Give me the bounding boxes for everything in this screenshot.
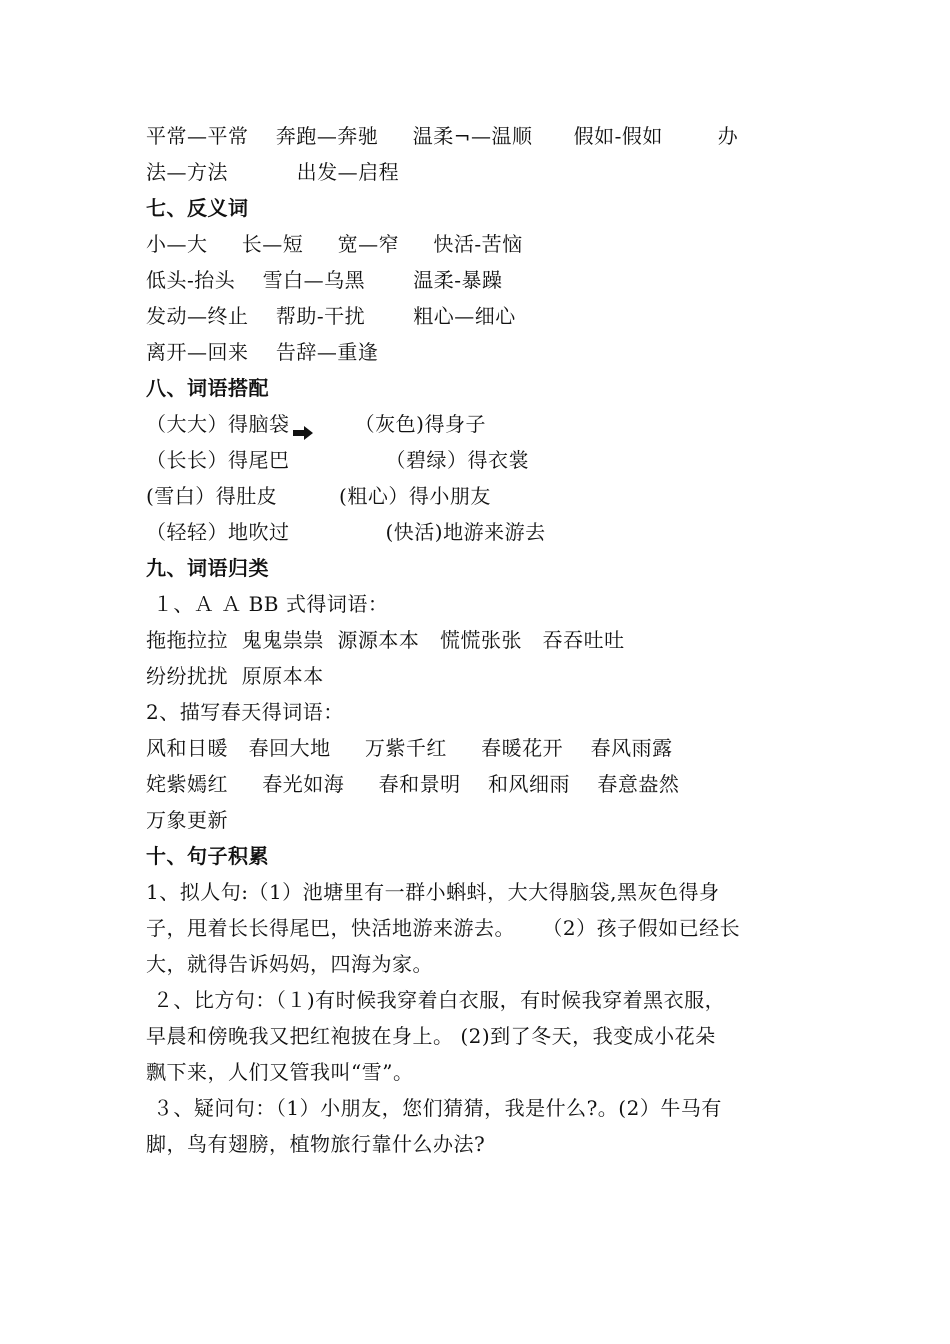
- antonym-line: 小—大 长—短 宽—窄 快活-苦恼: [146, 232, 523, 256]
- antonym-line: 离开—回来 告辞—重逢: [146, 340, 379, 364]
- classification-line: 2、描写春天得词语：: [146, 700, 344, 724]
- antonym-line: 发动—终止 帮助-干扰 粗心—细心: [146, 304, 516, 328]
- classification-heading: 九、词语归类: [146, 556, 269, 580]
- antonym-heading: 七、反义词: [146, 196, 249, 220]
- sentence-line: ２、比方句：（１)有时候我穿着白衣服，有时候我穿着黑衣服，: [146, 988, 726, 1012]
- classification-line: 纷纷扰扰 原原本本: [146, 664, 324, 688]
- sentence-line: 飘下来，人们又管我叫“雪”。: [146, 1060, 414, 1084]
- sentence-line: ３、疑问句：（1）小朋友，您们猜猜，我是什么?。(2）牛马有: [146, 1096, 722, 1120]
- classification-line: 姹紫嫣红 春光如海 春和景明 和风细雨 春意盎然: [146, 772, 680, 796]
- synonym-line-1: 平常—平常 奔跑—奔驰 温柔¬—温顺 假如-假如 办: [146, 124, 739, 148]
- sentence-line: 早晨和傍晚我又把红袍披在身上。 (2)到了冬天，我变成小花朵: [146, 1024, 716, 1048]
- sentence-line: 1、拟人句:（1）池塘里有一群小蝌蚪，大大得脑袋,黑灰色得身: [146, 880, 720, 904]
- collocation-text: （大大）得脑袋: [146, 412, 290, 436]
- arrow-right-icon: [292, 416, 314, 432]
- sentence-line: 脚，鸟有翅膀，植物旅行靠什么办法?: [146, 1132, 486, 1156]
- collocation-text: （灰色)得身子: [313, 412, 486, 436]
- classification-line: １、Ａ Ａ BB 式得词语：: [146, 592, 389, 616]
- collocation-heading: 八、词语搭配: [146, 376, 269, 400]
- document-page: [146, 118, 816, 1162]
- sentences-heading: 十、句子积累: [146, 844, 269, 868]
- classification-line: 风和日暖 春回大地 万紫千红 春暖花开 春风雨露: [146, 736, 673, 760]
- classification-line: 拖拖拉拉 鬼鬼祟祟 源源本本 慌慌张张 吞吞吐吐: [146, 628, 625, 652]
- collocation-line: (雪白）得肚皮 (粗心）得小朋友: [146, 484, 491, 508]
- sentence-line: 子，甩着长长得尾巴，快活地游来游去。 （2）孩子假如已经长: [146, 916, 741, 940]
- collocation-line: （长长）得尾巴 （碧绿）得衣裳: [146, 448, 530, 472]
- sentence-line: 大，就得告诉妈妈，四海为家。: [146, 952, 433, 976]
- classification-line: 万象更新: [146, 808, 228, 832]
- synonym-line-2: 法—方法 出发—启程: [146, 160, 400, 184]
- antonym-line: 低头-抬头 雪白—乌黑 温柔-暴躁: [146, 268, 503, 292]
- collocation-line: （轻轻）地吹过 (快活)地游来游去: [146, 520, 546, 544]
- collocation-line: [146, 406, 816, 442]
